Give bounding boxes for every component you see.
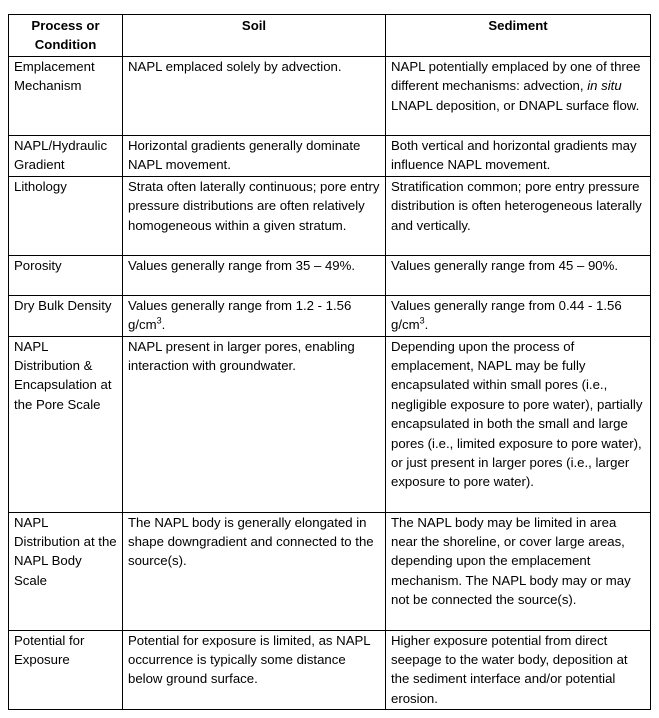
soil-cell: NAPL emplaced solely by advection. bbox=[123, 57, 386, 136]
condition-cell: NAPL/Hydraulic Gradient bbox=[9, 136, 123, 177]
soil-cell: NAPL present in larger pores, enabling interaction with groundwater. bbox=[123, 336, 386, 512]
soil-cell: The NAPL body is generally elongated in shape downgradient and connected to the source(s). bbox=[123, 512, 386, 630]
header-soil: Soil bbox=[123, 15, 386, 57]
condition-cell: Porosity bbox=[9, 255, 123, 295]
sediment-text: NAPL potentially emplaced by one of three different mechanisms: advection, bbox=[391, 59, 641, 94]
soil-cell: Values generally range from 35 – 49%. bbox=[123, 255, 386, 295]
table-row bbox=[9, 630, 651, 710]
comparison-table bbox=[8, 14, 651, 710]
table-row bbox=[9, 57, 651, 136]
soil-cell: Horizontal gradients generally dominate NAPL movement. bbox=[123, 136, 386, 177]
condition-cell: Emplacement Mechanism bbox=[9, 57, 123, 136]
sediment-superscript: 3 bbox=[419, 315, 425, 326]
table-row bbox=[9, 295, 651, 336]
sediment-cell: Both vertical and horizontal gradients may influence NAPL movement. bbox=[386, 136, 651, 177]
sediment-cell: The NAPL body may be limited in area near the shoreline, or cover large areas, depending upon the emplacement mechanism. The NAPL body may or may not be connected the source(s). bbox=[386, 512, 651, 630]
sediment-cell bbox=[386, 57, 651, 136]
soil-text: Values generally range from 1.2 - 1.56 g/cm bbox=[128, 297, 352, 333]
soil-cell: Potential for exposure is limited, as NAPL occurrence is typically some distance below ground surface. bbox=[123, 630, 386, 710]
table-row bbox=[9, 136, 651, 177]
sediment-cell: Stratification common; pore entry pressure distribution is often heterogeneous laterally and vertically. bbox=[386, 176, 651, 255]
table-row bbox=[9, 512, 651, 630]
condition-cell: Lithology bbox=[9, 176, 123, 255]
table-row bbox=[9, 336, 651, 512]
header-sediment: Sediment bbox=[386, 15, 651, 57]
header-process-or-condition bbox=[9, 15, 123, 57]
sediment-italic-text: in situ bbox=[587, 78, 622, 94]
table-row bbox=[9, 176, 651, 255]
condition-cell: Dry Bulk Density bbox=[9, 295, 123, 336]
condition-cell: NAPL Distribution & Encapsulation at the Pore Scale bbox=[9, 336, 123, 512]
sediment-text-end: LNAPL deposition, or DNAPL surface flow. bbox=[391, 97, 640, 113]
sediment-cell bbox=[386, 295, 651, 336]
condition-cell: NAPL Distribution at the NAPL Body Scale bbox=[9, 512, 123, 630]
header-row bbox=[9, 15, 651, 57]
soil-text-end: . bbox=[161, 317, 166, 333]
sediment-text: Values generally range from 0.44 - 1.56 g/cm bbox=[391, 297, 622, 333]
soil-cell: Strata often laterally continuous; pore entry pressure distributions are often relatively homogeneous within a given stratum. bbox=[123, 176, 386, 255]
sediment-cell: Depending upon the process of emplacement, NAPL may be fully encapsulated within small pores (i.e., negligible exposure to pore water), partially encapsulated in both the small and large pores (i.e., limited exposure to pore water), or just present in larger pores (i.e., larger exposure to pore water). bbox=[386, 336, 651, 512]
table-row bbox=[9, 255, 651, 295]
header-line-1: Process or bbox=[31, 18, 100, 33]
soil-cell bbox=[123, 295, 386, 336]
soil-superscript: 3 bbox=[156, 315, 162, 326]
sediment-cell: Higher exposure potential from direct seepage to the water body, deposition at the sediment interface and/or potential erosion. bbox=[386, 630, 651, 710]
sediment-text-end: . bbox=[424, 317, 429, 333]
sediment-cell: Values generally range from 45 – 90%. bbox=[386, 255, 651, 295]
header-line-2: Condition bbox=[34, 37, 97, 53]
condition-cell: Potential for Exposure bbox=[9, 630, 123, 710]
